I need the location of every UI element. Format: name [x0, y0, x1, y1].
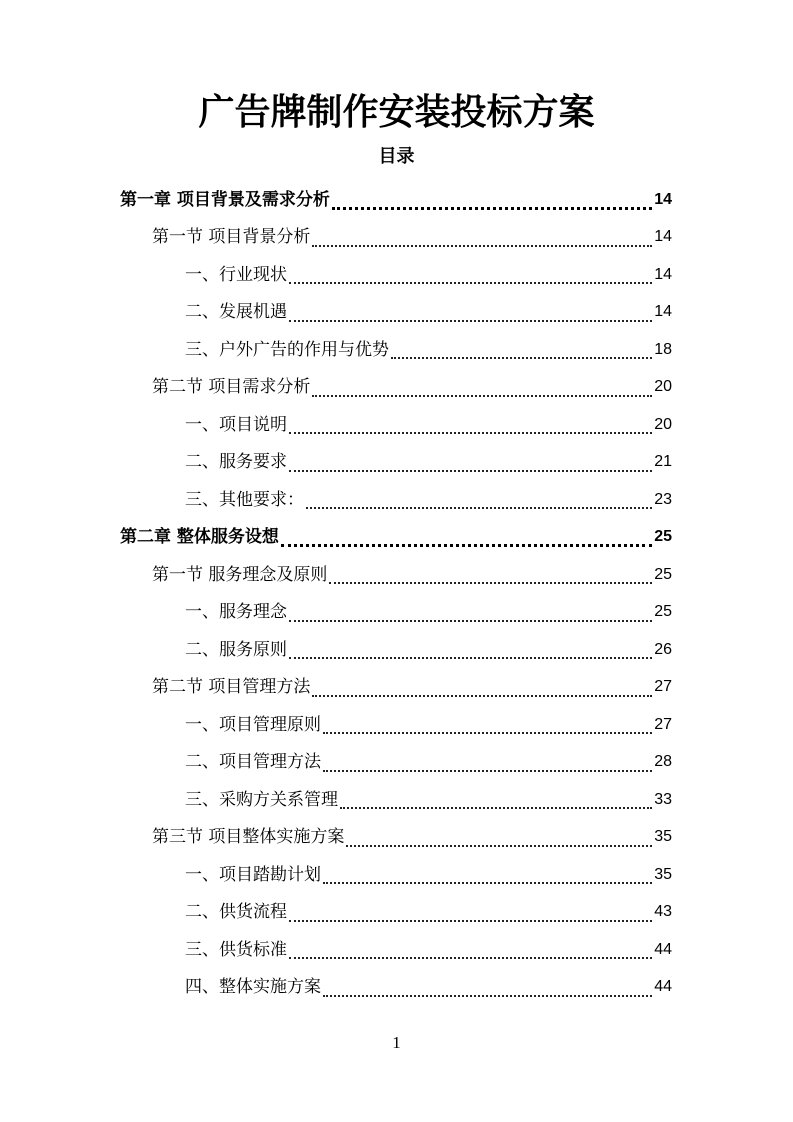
toc-entry-page: 14: [654, 228, 672, 246]
toc-entry-title: 一、行业现状: [185, 264, 287, 285]
dot-leader: [289, 431, 652, 434]
toc-entry-title: 第三节 项目整体实施方案: [152, 827, 345, 848]
toc-entry-item[interactable]: [0, 406, 793, 444]
dot-leader: [391, 356, 652, 359]
dot-leader: [289, 919, 652, 922]
toc-entry-item[interactable]: [0, 856, 793, 894]
dot-leader: [323, 881, 652, 884]
toc-entry-title: 三、其他要求：: [185, 489, 304, 510]
dot-leader: [312, 394, 652, 397]
dot-leader: [312, 694, 652, 697]
toc-entry-item[interactable]: [0, 256, 793, 294]
toc-entry-item[interactable]: [0, 894, 793, 932]
toc-entry-chapter[interactable]: [0, 519, 793, 557]
toc-entry-page: 25: [654, 603, 672, 621]
toc-entry-title: 二、服务原则: [185, 639, 287, 660]
toc-entry-page: 20: [654, 378, 672, 396]
toc-entry-page: 14: [654, 265, 672, 283]
toc-entry-item[interactable]: [0, 594, 793, 632]
page-number: 1: [392, 1033, 401, 1052]
toc-entry-title: 四、整体实施方案: [185, 977, 321, 998]
toc-entry-chapter[interactable]: [0, 181, 793, 219]
toc-entry-page: 44: [654, 978, 672, 996]
toc-entry-page: 33: [654, 790, 672, 808]
toc-entry-title: 三、采购方关系管理: [185, 789, 338, 810]
dot-leader: [323, 994, 652, 997]
toc-entry-title: 第一节 服务理念及原则: [152, 564, 328, 585]
toc-entry-page: 27: [654, 715, 672, 733]
toc-entry-page: 18: [654, 340, 672, 358]
dot-leader: [323, 731, 652, 734]
toc-entry-page: 14: [654, 190, 672, 208]
dot-leader: [332, 206, 652, 210]
toc-entry-page: 20: [654, 415, 672, 433]
dot-leader: [306, 506, 652, 509]
toc-entry-item[interactable]: [0, 969, 793, 1007]
toc-entry-page: 35: [654, 865, 672, 883]
dot-leader: [346, 844, 652, 847]
toc-entry-item[interactable]: [0, 744, 793, 782]
toc-entry-title: 第一节 项目背景分析: [152, 227, 311, 248]
toc-entry-item[interactable]: [0, 444, 793, 482]
dot-leader: [289, 619, 652, 622]
dot-leader: [340, 806, 652, 809]
toc-entry-page: 21: [654, 453, 672, 471]
toc-entry-title: 三、户外广告的作用与优势: [185, 339, 389, 360]
toc-entry-title: 二、供货流程: [185, 902, 287, 923]
toc-entry-title: 三、供货标准: [185, 939, 287, 960]
toc-entry-page: 44: [654, 940, 672, 958]
toc-entry-title: 第一章 项目背景及需求分析: [120, 189, 330, 210]
toc-entry-item[interactable]: [0, 706, 793, 744]
toc-entry-title: 一、项目踏勘计划: [185, 864, 321, 885]
toc-entry-item[interactable]: [0, 331, 793, 369]
toc-entry-item[interactable]: [0, 294, 793, 332]
toc-entry-section[interactable]: [0, 556, 793, 594]
dot-leader: [289, 281, 652, 284]
table-of-contents: [0, 181, 793, 1006]
document-title: 广告牌制作安装投标方案: [198, 92, 595, 133]
toc-entry-title: 二、发展机遇: [185, 302, 287, 323]
toc-entry-item[interactable]: [0, 931, 793, 969]
toc-entry-page: 35: [654, 828, 672, 846]
toc-entry-title: 第二节 项目管理方法: [152, 677, 311, 698]
toc-entry-item[interactable]: [0, 631, 793, 669]
toc-entry-title: 一、项目说明: [185, 414, 287, 435]
toc-heading: 目录: [378, 146, 415, 167]
toc-entry-section[interactable]: [0, 819, 793, 857]
toc-entry-title: 一、项目管理原则: [185, 714, 321, 735]
toc-entry-item[interactable]: [0, 481, 793, 519]
dot-leader: [289, 656, 652, 659]
toc-entry-section[interactable]: [0, 669, 793, 707]
dot-leader: [281, 543, 652, 547]
toc-entry-section[interactable]: [0, 219, 793, 257]
toc-entry-title: 一、服务理念: [185, 602, 287, 623]
toc-entry-item[interactable]: [0, 781, 793, 819]
dot-leader: [289, 469, 652, 472]
toc-entry-title: 第二章 整体服务设想: [120, 527, 279, 548]
toc-entry-page: 25: [654, 528, 672, 546]
toc-entry-title: 二、服务要求: [185, 452, 287, 473]
toc-entry-page: 23: [654, 490, 672, 508]
dot-leader: [329, 581, 652, 584]
toc-entry-page: 25: [654, 565, 672, 583]
toc-entry-page: 27: [654, 678, 672, 696]
dot-leader: [289, 319, 652, 322]
toc-entry-section[interactable]: [0, 369, 793, 407]
toc-entry-page: 43: [654, 903, 672, 921]
dot-leader: [289, 956, 652, 959]
toc-entry-page: 14: [654, 303, 672, 321]
dot-leader: [312, 244, 652, 247]
toc-entry-page: 26: [654, 640, 672, 658]
toc-entry-page: 28: [654, 753, 672, 771]
dot-leader: [323, 769, 652, 772]
toc-entry-title: 第二节 项目需求分析: [152, 377, 311, 398]
toc-entry-title: 二、项目管理方法: [185, 752, 321, 773]
